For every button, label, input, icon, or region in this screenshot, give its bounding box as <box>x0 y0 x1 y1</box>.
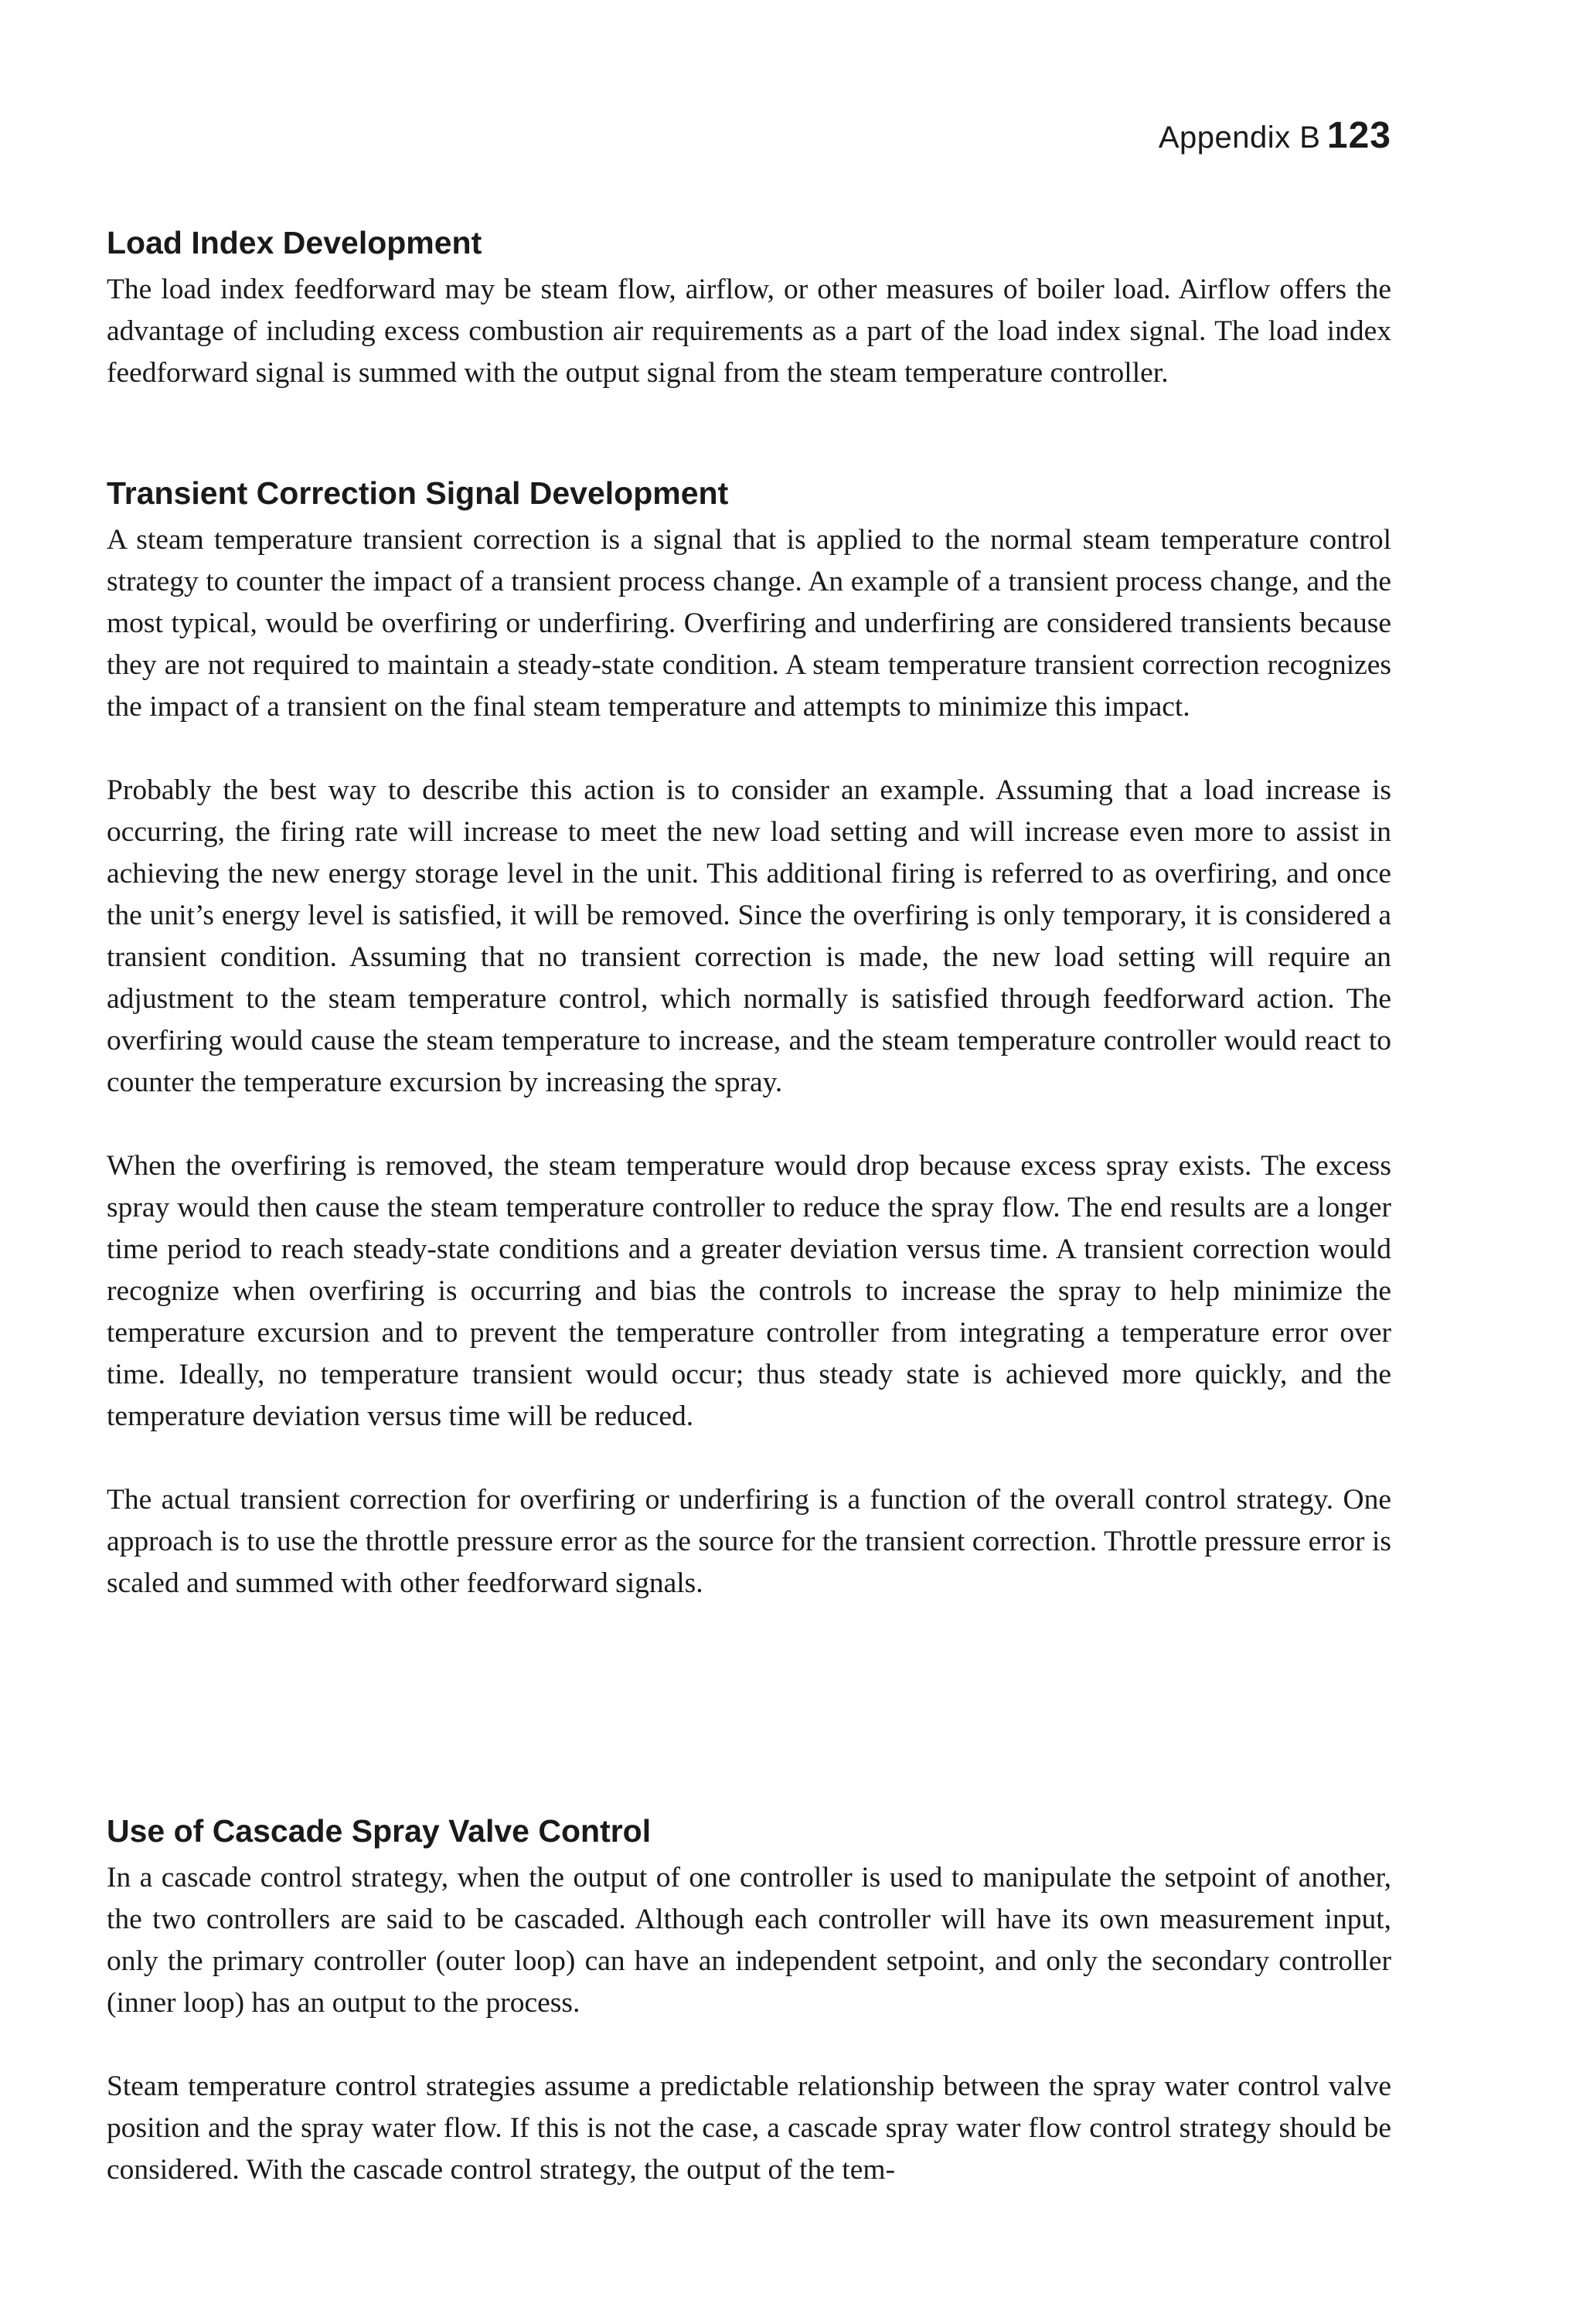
section-load-index <box>107 223 1391 394</box>
running-header <box>1159 114 1391 157</box>
paragraph: When the overfiring is removed, the steam temperature would drop because excess spray exists. The excess spray would then cause the steam temperature controller to reduce the spray flow. The end results are a longer time period to reach steady-state conditions and a greater deviation versus time. A transient correction would recognize when overfiring is occurring and bias the controls to increase the spray to help minimize the temperature excursion and to prevent the temperature controller from integrating a temperature error over time. Ideally, no temperature transient would occur; thus steady state is achieved more quickly, and the temperature deviation versus time will be reduced. <box>107 1150 1391 1432</box>
section-heading-transient-correction: Transient Correction Signal Development <box>107 475 729 511</box>
page-number: 123 <box>1326 115 1391 156</box>
paragraph: A steam temperature transient correction is a signal that is applied to the normal steam temperature control strategy to counter the impact of a transient process change. An example of a transient process change, and the most typical, would be overfiring or underfiring. Overfiring and underfiring are considered transients because they are not required to maintain a steady-state condition. A steam temperature transient correction recognizes the impact of a transient on the final steam temperature and attempts to minimize this impact. <box>107 524 1391 723</box>
section-heading-cascade-spray-valve: Use of Cascade Spray Valve Control <box>107 1813 652 1849</box>
paragraph: The load index feedforward may be steam flow, airflow, or other measures of boiler load. Airflow offers the advantage of including excess combustion air requirements as a part of the load index signal. The load index feedforward signal is summed with the output signal from the steam temperature controller. <box>107 274 1391 389</box>
paragraph: The actual transient correction for overfiring or underfiring is a function of the overall control strategy. One approach is to use the throttle pressure error as the source for the transient correction. Throttle pressure error is scaled and summed with other feedforward signals. <box>107 1484 1391 1599</box>
section-cascade-spray-valve <box>107 1811 1391 2191</box>
section-transient-correction <box>107 473 1391 1604</box>
paragraph: Steam temperature control strategies assume a predictable relationship between the spray water control valve position and the spray water flow. If this is not the case, a cascade spray water flow control strategy should be considered. With the cascade control strategy, the output of the tem- <box>107 2071 1391 2186</box>
running-header-label: Appendix B <box>1158 121 1321 155</box>
section-heading-load-index: Load Index Development <box>107 225 482 260</box>
paragraph: Probably the best way to describe this action is to consider an example. Assuming that a load increase is occurring, the firing rate will increase to meet the new load setting and will increase even more to assist in achieving the new energy storage level in the unit. This additional firing is referred to as overfiring, and once the unit’s energy level is satisfied, it will be removed. Since the overfiring is only temporary, it is considered a transient condition. Assuming that no transient correction is made, the new load setting will require an adjustment to the steam temperature control, which normally is satisfied through feedforward action. The overfiring would cause the steam temperature to increase, and the steam temperature controller would react to counter the temperature excursion by increasing the spray. <box>107 774 1391 1098</box>
paragraph: In a cascade control strategy, when the output of one controller is used to manipulate the setpoint of another, the two controllers are said to be cascaded. Although each controller will have its own measurement input, only the primary controller (outer loop) can have an independent setpoint, and only the secondary controller (inner loop) has an output to the process. <box>107 1862 1391 2019</box>
